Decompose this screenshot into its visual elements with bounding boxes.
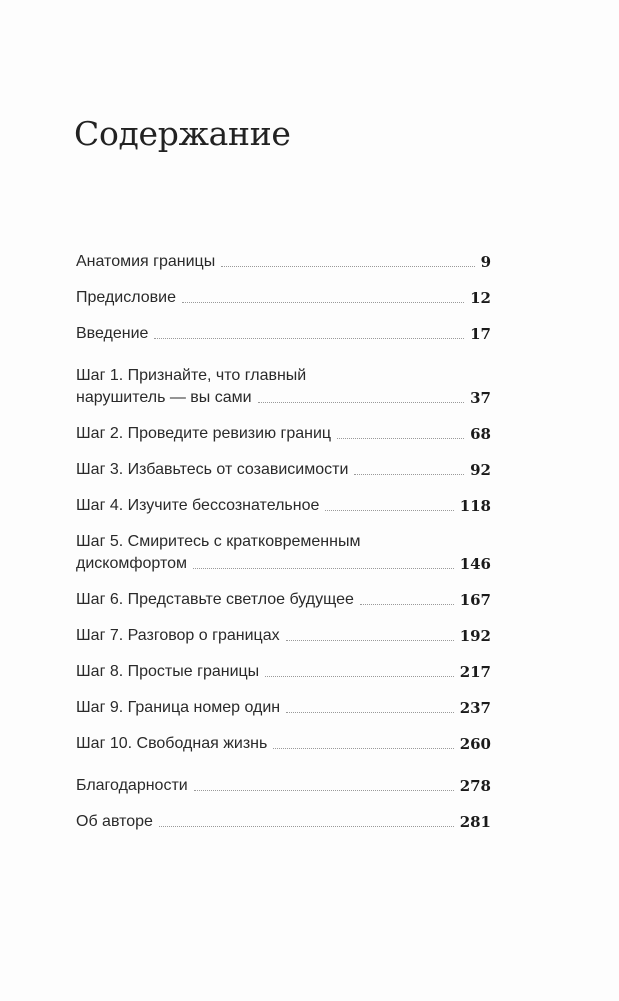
dot-leader [360,603,454,605]
dot-leader [154,337,464,339]
toc-entry-line [76,531,491,553]
toc-entry[interactable] [76,531,491,575]
toc-section [76,251,491,345]
toc-entry-title: Шаг 10. Свободная жизнь [76,735,268,752]
toc-page-number: 146 [459,555,491,573]
toc-section [76,775,491,833]
toc-entry-title: дискомфортом [76,555,188,572]
toc-entry[interactable] [76,661,491,683]
toc-entry-line [76,553,491,575]
toc-section [76,365,491,755]
toc-entry-line [76,387,491,409]
toc-entry[interactable] [76,697,491,719]
toc-entry[interactable] [76,811,491,833]
dot-leader [182,301,464,303]
toc-entry[interactable] [76,459,491,481]
toc-page-number: 192 [459,627,491,645]
toc-page-number: 281 [459,813,491,831]
toc-entry[interactable] [76,251,491,273]
toc-entry-title: Введение [76,325,149,342]
toc-entry-line [76,495,491,517]
toc-entry[interactable] [76,775,491,797]
dot-leader [354,473,464,475]
toc-entry-title: Шаг 2. Проведите ревизию границ [76,425,332,442]
toc-entry-line [76,365,491,387]
toc-entry-line [76,625,491,647]
toc-entry[interactable] [76,495,491,517]
toc-entry[interactable] [76,625,491,647]
toc-entry-line [76,697,491,719]
dot-leader [265,675,454,677]
toc-page-number: 92 [470,461,491,479]
toc-page-number: 17 [470,325,491,343]
toc-entry-title: Благодарности [76,777,188,794]
page-title: Содержание [74,114,291,153]
toc-entry[interactable] [76,323,491,345]
toc-entry-line [76,287,491,309]
dot-leader [221,265,474,267]
dot-leader [273,747,453,749]
toc-page-number: 12 [470,289,491,307]
toc-entry-line [76,811,491,833]
toc-entry-title: Шаг 4. Изучите бессознательное [76,497,320,514]
toc-page-number: 167 [459,591,491,609]
toc-entry[interactable] [76,733,491,755]
dot-leader [159,825,454,827]
toc-entry-title: Шаг 8. Простые границы [76,663,260,680]
toc-page-number: 278 [459,777,491,795]
dot-leader [337,437,464,439]
toc-entry-line [76,775,491,797]
toc-entry-title: Шаг 5. Смиритесь с кратковременным [76,533,361,550]
toc-entry-title: Шаг 3. Избавьтесь от созависимости [76,461,349,478]
dot-leader [258,401,465,403]
toc-entry-title: Шаг 6. Представьте светлое будущее [76,591,354,608]
toc-entry-title: Об авторе [76,813,153,830]
toc-entry[interactable] [76,423,491,445]
toc-entry-line [76,661,491,683]
toc-entry[interactable] [76,287,491,309]
toc-page-number: 237 [459,699,491,717]
toc-page-number: 68 [470,425,491,443]
toc-entry-title: Анатомия границы [76,253,216,270]
table-of-contents [76,251,491,853]
toc-entry-line [76,733,491,755]
toc-entry[interactable] [76,589,491,611]
dot-leader [325,509,453,511]
toc-entry-title: Шаг 9. Граница номер один [76,699,281,716]
toc-page-number: 260 [459,735,491,753]
toc-page-number: 217 [459,663,491,681]
toc-entry-title: Шаг 1. Признайте, что главный [76,367,307,384]
toc-entry-line [76,423,491,445]
toc-entry-line [76,251,491,273]
toc-entry-title: нарушитель — вы сами [76,389,252,406]
toc-page-number: 37 [470,389,491,407]
toc-entry-title: Предисловие [76,289,176,306]
toc-page-number: 118 [459,497,491,515]
dot-leader [194,789,454,791]
dot-leader [193,567,454,569]
dot-leader [286,711,454,713]
toc-entry-line [76,323,491,345]
toc-page-number: 9 [480,253,491,271]
toc-entry-line [76,589,491,611]
dot-leader [286,639,454,641]
toc-entry-line [76,459,491,481]
toc-entry[interactable] [76,365,491,409]
toc-entry-title: Шаг 7. Разговор о границах [76,627,280,644]
